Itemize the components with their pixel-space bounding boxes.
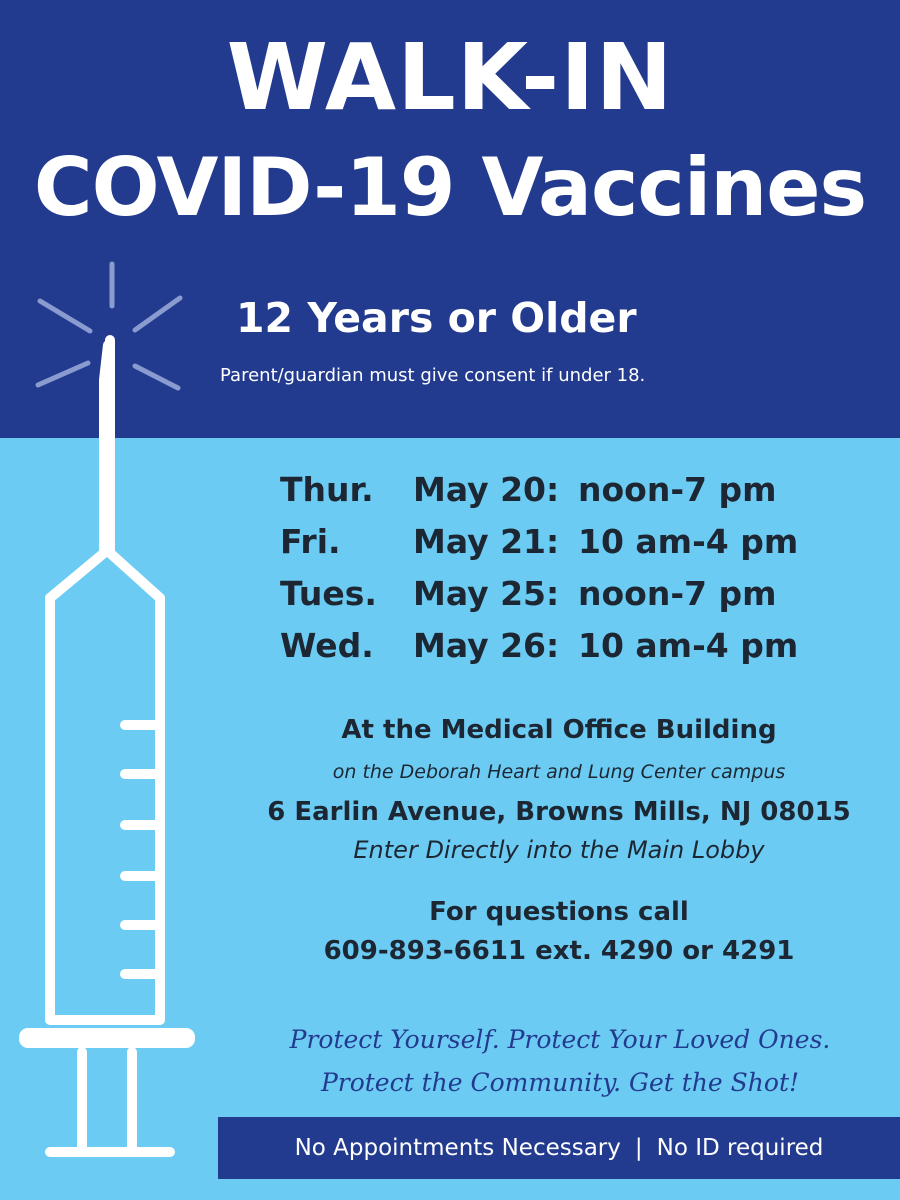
- syringe-icon: [0, 0, 220, 1200]
- syringe-flange: [19, 1028, 195, 1048]
- schedule-day: Tues.: [280, 574, 377, 613]
- footer-banner: [218, 1117, 900, 1179]
- slogan-line-1: Protect Yourself. Protect Your Loved Ones.: [289, 1025, 831, 1054]
- syringe-barrel: [50, 340, 160, 1020]
- schedule-time: noon-7 pm: [578, 574, 777, 613]
- schedule-date: May 20:: [413, 470, 560, 509]
- schedule-time: noon-7 pm: [578, 470, 777, 509]
- slogan-line-2: Protect the Community. Get the Shot!: [320, 1068, 800, 1097]
- schedule-time: 10 am-4 pm: [578, 522, 799, 561]
- title-line-1: WALK-IN: [226, 24, 674, 131]
- contact-phone: 609-893-6611 ext. 4290 or 4291: [323, 936, 795, 966]
- location-campus: on the Deborah Heart and Lung Center campus: [332, 761, 786, 783]
- schedule-time: 10 am-4 pm: [578, 626, 799, 665]
- entry-instructions: Enter Directly into the Main Lobby: [353, 836, 765, 864]
- schedule-day: Fri.: [280, 522, 341, 561]
- schedule-date: May 25:: [413, 574, 560, 613]
- no-id-text: No ID required: [656, 1135, 824, 1161]
- age-requirement: 12 Years or Older: [236, 294, 637, 342]
- no-appointments-text: No Appointments Necessary: [294, 1135, 621, 1161]
- location-name: At the Medical Office Building: [341, 715, 777, 745]
- footer-separator: |: [634, 1135, 643, 1161]
- schedule-day: Thur.: [280, 470, 374, 509]
- schedule-date: May 21:: [413, 522, 560, 561]
- schedule-date: May 26:: [413, 626, 560, 665]
- location-address: 6 Earlin Avenue, Browns Mills, NJ 08015: [267, 797, 851, 827]
- schedule-day: Wed.: [280, 626, 374, 665]
- title-line-2: COVID-19 Vaccines: [33, 141, 867, 234]
- contact-label: For questions call: [429, 897, 689, 927]
- consent-note: Parent/guardian must give consent if under 18.: [220, 365, 646, 386]
